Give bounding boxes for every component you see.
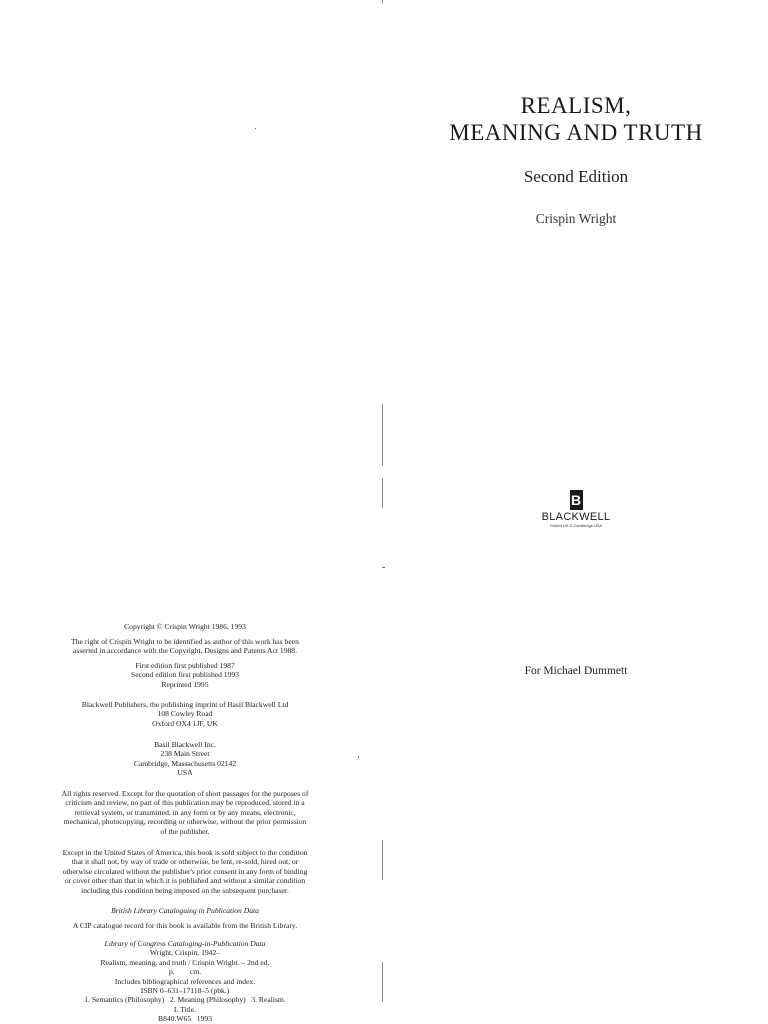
text-line: First edition first published 1987 [135,661,235,670]
book-title-line-1: REALISM, [520,93,632,118]
text-line: Reprinted 1995 [161,679,209,689]
text-line: Second edition first published 1993 [131,670,239,680]
title-block [384,92,768,227]
scan-speck [382,567,385,568]
library-of-congress-cip [20,939,350,1024]
text-line: Except in the United States of America, this book is sold subject to the condition [62,848,308,857]
author-name: Crispin Wright [535,211,617,226]
text-line: The right of Crispin Wright to be identified as author of this work has been [71,637,299,646]
scan-speck [382,0,383,3]
gutter-line [382,404,383,466]
text-line: Basil Blackwell Inc. [154,740,216,749]
publisher-logo-word: BLACKWELL [541,511,611,523]
text-line: otherwise circulated without the publisher's prior consent in any form of binding [62,866,308,876]
text-line: asserted in accordance with the Copyright, Designs and Patents Act 1988. [73,646,297,656]
copyright-notice [20,622,350,631]
text-line: Wright, Crispin, 1942– [149,948,221,958]
us-publisher-address [20,740,350,778]
text-line: criticism and review, no part of this publication may be reproduced, stored in a [65,798,305,808]
edition-history [20,661,350,689]
text-line: Blackwell Publishers, the publishing imprint of Basil Blackwell Ltd [81,700,289,709]
text-line: Includes bibliographical references and index. [114,976,256,986]
sale-condition-notice [20,848,350,895]
scan-speck [255,128,256,129]
text-line: 238 Main Street [160,749,210,759]
title-page [384,0,768,1024]
rights-reserved-notice [20,789,350,836]
dedication: For Michael Dummett [524,665,628,677]
moral-rights-notice [20,637,350,656]
publisher-logo-subtitle: Oxford UK & Cambridge USA [549,523,603,528]
text-line: p. cm. [168,967,202,977]
text-line: Realism, meaning, and truth / Crispin Wright. – 2nd ed. [100,957,270,967]
text-line: Cambridge, Massachusetts 02142 [133,758,237,768]
gutter-line [382,962,383,1002]
scan-speck [358,756,359,758]
text-line: or cover other than that in which it is published and without a similar condition [64,876,306,886]
publisher-logo [384,490,768,528]
blackwell-b-icon: B [570,492,582,508]
text-line: of the publisher. [160,826,210,836]
text-line: USA [177,768,193,778]
uk-publisher-address [20,700,350,728]
text-line: All rights reserved. Except for the quotation of short passages for the purposes of [61,789,309,798]
british-library-cip [20,906,350,931]
text-line: 1. Semantics (Philosophy) 2. Meaning (Philosophy) 3. Realism. [84,995,286,1005]
book-title-line-2: MEANING AND TRUTH [449,120,703,145]
bl-heading: British Library Cataloguing in Publication Data [111,906,259,915]
text-line: retrieval system, or transmitted, in any form or by any means, electronic, [74,807,296,817]
edition-label: Second Edition [523,167,629,186]
text-line: mechanical, photocopying, recording or otherwise, without the prior permission [63,817,307,827]
text-line: including this condition being imposed on the subsequent purchaser. [81,885,289,895]
text-line: 108 Cowley Road [157,709,213,719]
loc-heading: Library of Congress Cataloging-in-Publication Data [104,939,266,948]
text-line: that it shall not, by way of trade or otherwise, be lent, re-sold, hired out, or [71,857,299,867]
text-line: ISBN 0–631–17118–5 (pbk.) [140,986,230,996]
text-line: Oxford OX4 1JF, UK [152,718,218,728]
copyright-line: Copyright © Crispin Wright 1986, 1993 [124,622,246,631]
text-line: I. Title. [173,1004,197,1014]
gutter-line [382,478,383,508]
bl-record: A CIP catalogue record for this book is available from the British Library. [72,921,298,931]
text-line: B840.W65 1993 [158,1014,212,1024]
gutter-line [382,840,383,880]
